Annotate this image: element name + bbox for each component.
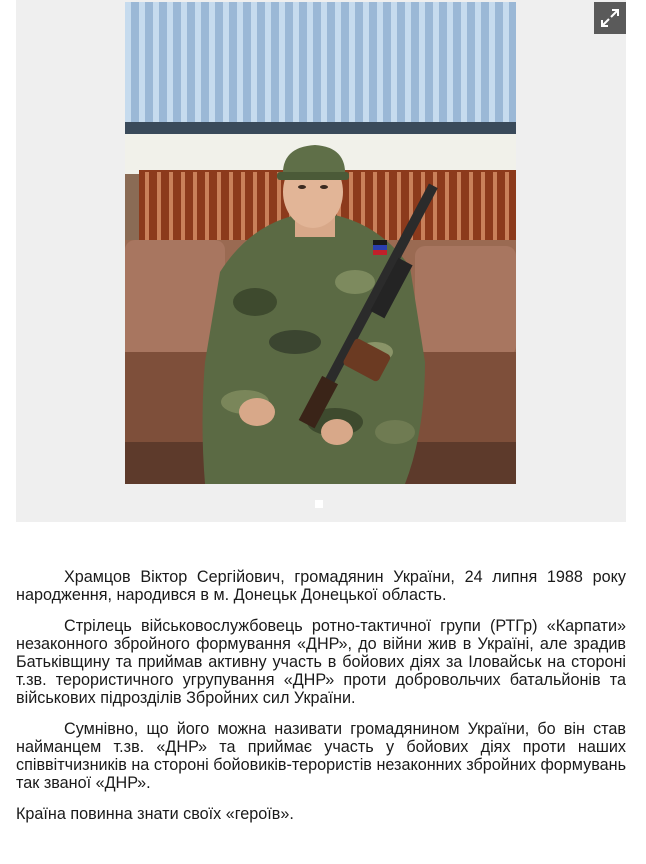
photo-gallery <box>16 0 626 522</box>
article-paragraph-1: Храмцов Віктор Сергійович, громадянин України, 24 липня 1988 року народження, народився в м. Донецьк Донецької область. <box>16 568 626 604</box>
article-body <box>16 568 626 836</box>
article-paragraph-4: Країна повинна знати своїх «героїв». <box>16 805 294 823</box>
expand-arrows-icon <box>594 2 626 34</box>
gallery-photo[interactable] <box>125 2 516 484</box>
gallery-pagination-dot[interactable] <box>315 500 323 508</box>
article-paragraph-2: Стрілець військовослужбовець ротно-тактичної групи (РТГр) «Карпати» незаконного збройного формування «ДНР», до війни жив в Україні, але зрадив Батьківщину та приймав активну участь в бойових діях за Іловайськ на стороні т.зв. терористичного угрупування «ДНР» проти добровольчих батальйонів та військових підрозділів Збройних сил України. <box>16 617 626 707</box>
expand-button[interactable] <box>594 2 626 34</box>
soldier-portrait-image <box>125 2 516 484</box>
article-paragraph-3: Сумнівно, що його можна називати громадянином України, бо він став найманцем т.зв. «ДНР» та приймає участь у бойових діях проти наших співвітчизників на стороні бойовиків-терористів незаконних збройних формувань так званої «ДНР». <box>16 720 626 792</box>
